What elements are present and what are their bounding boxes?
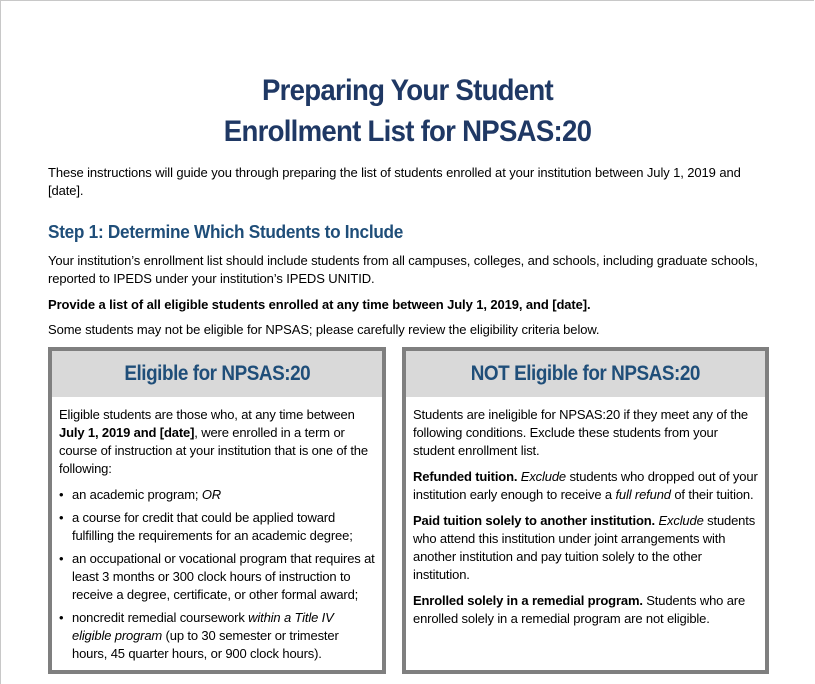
item-text: a course for credit that could be applied toward fulfilling the requirements for an academic degree;	[72, 510, 353, 543]
item-text: an academic program;	[72, 487, 202, 502]
eligible-intro	[59, 406, 376, 478]
item-text: noncredit remedial coursework	[72, 610, 249, 625]
step1-paragraph: Your institution’s enrollment list should include students from all campuses, colleges, and schools, including graduate schools, reported to IPEDS under your institution’s IPEDS UNITID.	[48, 253, 758, 286]
step1-note: Some students may not be eligible for NPSAS; please carefully review the eligibility criteria below.	[48, 322, 600, 337]
paid-exclude: Exclude	[658, 513, 704, 528]
intro-paragraph: These instructions will guide you through preparing the list of students enrolled at your institution between July 1, 2019 and [date].	[48, 165, 741, 198]
eligible-box	[48, 347, 386, 674]
eligible-intro-a: Eligible students are those who, at any time between	[59, 407, 355, 422]
eligible-intro-date: July 1, 2019 and [date]	[59, 425, 195, 440]
paid-another-institution	[413, 512, 759, 584]
eligible-list	[59, 486, 376, 663]
item-after: (up to 30 semester or trimester hours, 45 quarter hours, or 900 clock hours).	[72, 628, 339, 661]
remedial-text: Students who are enrolled solely in a remedial program are not eligible.	[413, 593, 746, 626]
page-title	[33, 70, 783, 152]
remedial-label: Enrolled solely in a remedial program.	[413, 593, 643, 608]
item-text: an occupational or vocational program that requires at least 3 months or 300 clock hours of instruction to receive a degree, certificate, or other formal award;	[72, 551, 375, 602]
paid-label: Paid tuition solely to another institution.	[413, 513, 655, 528]
refunded-full-refund: full refund	[615, 487, 671, 502]
item-italic: within a Title IV eligible program	[72, 610, 334, 643]
refunded-text2: of their tuition.	[670, 487, 754, 502]
list-item	[59, 609, 376, 663]
remedial-program	[413, 592, 759, 628]
refunded-text1: students who dropped out of your institution early enough to receive a	[413, 469, 758, 502]
list-item	[59, 486, 376, 504]
paid-text: students who attend this institution under joint arrangements with another institution and pay tuition solely to the other institution.	[413, 513, 756, 582]
not-eligible-heading	[406, 351, 765, 397]
list-item	[59, 509, 376, 545]
list-item	[59, 550, 376, 604]
step1-bold-paragraph: Provide a list of all eligible students enrolled at any time between July 1, 2019, and [date].	[48, 297, 591, 312]
refunded-tuition	[413, 468, 759, 504]
eligible-intro-b: , were enrolled in a term or course of instruction at your institution that is one of the following:	[59, 425, 368, 476]
not-eligible-box	[402, 347, 769, 674]
refunded-label: Refunded tuition.	[413, 469, 518, 484]
eligible-heading-text: Eligible for NPSAS:20	[124, 362, 310, 385]
item-italic: OR	[201, 487, 222, 502]
not-eligible-heading-text: NOT Eligible for NPSAS:20	[470, 362, 701, 385]
not-eligible-intro: Students are ineligible for NPSAS:20 if they meet any of the following conditions. Exclude these students from your student enrollment list.	[413, 407, 748, 458]
eligible-heading	[52, 351, 382, 397]
title-line-2: Enrollment List for NPSAS:20	[223, 115, 592, 148]
title-line-1: Preparing Your Student	[261, 74, 554, 107]
refunded-exclude: Exclude	[520, 469, 566, 484]
step1-heading: Step 1: Determine Which Students to Include	[48, 221, 404, 242]
